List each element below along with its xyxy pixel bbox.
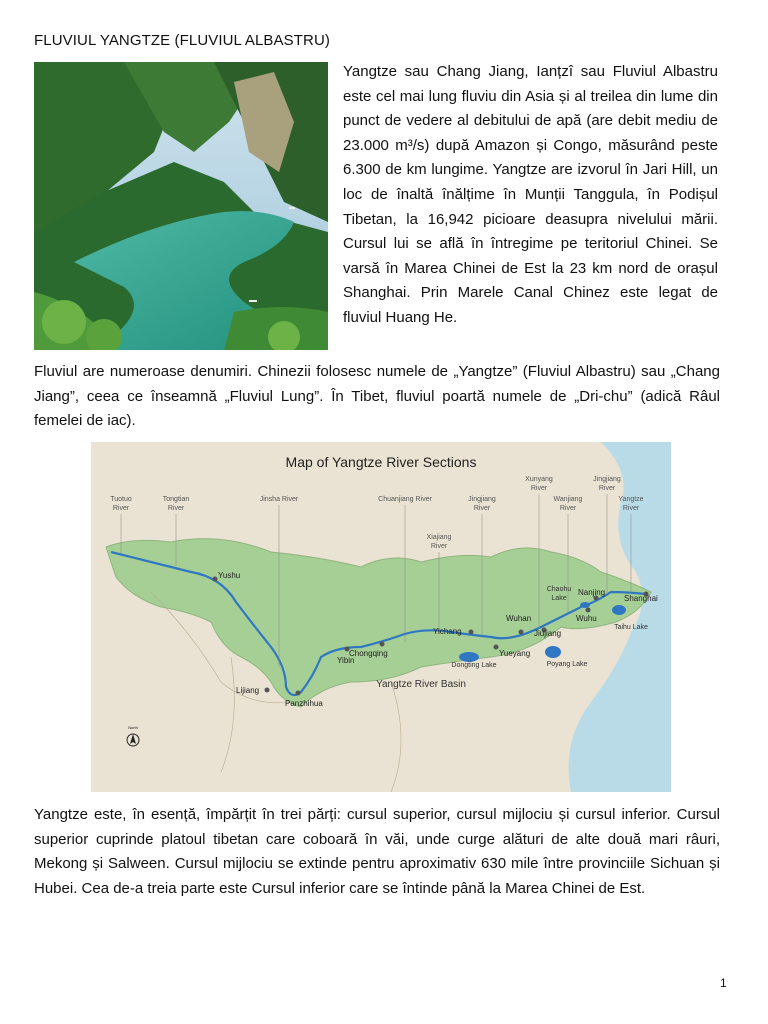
city-shanghai: Shanghai (624, 594, 658, 603)
city-yichang: Yichang (433, 627, 462, 636)
intro-paragraph: Yangtze sau Chang Jiang, Ianțzî sau Fluviul Albastru este cel mai lung fluviu din Asia și al treilea din lume din punct de vedere al debitului de apă (are debit mediu de 23.000 m³/s) după Amazon și Congo, măsurând peste 6.300 de km lungime. Yangtze are izvorul în Jari Hill, un loc de înaltă înălțime în Munții Tanggula, în Podișul Tibetan, la 16,942 picioare deasupra nivelului mării. Cursul lui se află în întregime pe teritoriul Chinei. Se varsă în Marea Chinei de Est la 23 km nord de orașul Shanghai. Prin Marele Canal Chinez este legat de fluviul Huang He. (343, 63, 718, 326)
section-label-tongtian: Tongtian (162, 496, 190, 503)
lake-label-taihu: Taihu Lake (614, 624, 648, 631)
city-wuhu: Wuhu (576, 614, 597, 623)
city-jiujiang: Jiujiang (534, 629, 562, 638)
page-title: FLUVIUL YANGTZE (FLUVIUL ALBASTRU) (34, 32, 330, 49)
city-wuhan: Wuhan (506, 614, 532, 623)
names-paragraph: Fluviul are numeroase denumiri. Chinezii folosesc numele de „Yangtze” (Fluviul Albastru) sau „Chang Jiang”, ceea ce înseamnă „Fluviul Lung”. În Tibet, fluviul poartă numele de „Dri-chu” (adică Râul femelei de iac). (34, 363, 720, 430)
river-gorge-photo (34, 62, 328, 350)
yangtze-sections-map (91, 442, 671, 792)
section-label-xiajiang-2: River (430, 543, 448, 550)
section-label-yangtze-2: River (622, 505, 640, 512)
map-title: Map of Yangtze River Sections (285, 454, 477, 470)
lake-label-chaohu-2: Lake (551, 595, 567, 602)
lake-label-chaohu: Chaohu (546, 586, 572, 593)
section-label-jingjiang-1: Jingjiang (468, 496, 496, 503)
city-yushu: Yushu (218, 571, 241, 580)
section-label-tuotuo: Tuotuo (110, 496, 132, 503)
sections-paragraph: Yangtze este, în esență, împărțit în trei părți: cursul superior, cursul mijlociu și cursul inferior. Cursul superior cuprinde platoul tibetan care coboară în văi, unde curge alături de alte două mari râuri, Mekong și Salween. Cursul mijlociu se extinde pentru aproximativ 630 mile între provinciile Sichuan și Hubei. Cea de-a treia parte este Cursul inferior care se întinde până la Marea Chinei de Est. (34, 806, 720, 897)
section-label-tongtian-2: River (167, 505, 185, 512)
basin-label: Yangtze River Basin (376, 679, 466, 690)
city-chongqing: Chongqing (349, 649, 388, 658)
section-label-jingjiang-2b: River (598, 485, 616, 492)
section-label-xunyang-2: River (530, 485, 548, 492)
section-label-jingjiang-2: Jingjiang (593, 476, 621, 483)
dongting-lake-shape (459, 652, 479, 662)
poyang-lake-shape (545, 646, 561, 658)
city-panzhihua: Panzhihua (285, 699, 323, 708)
city-yibin: Yibin (337, 656, 355, 665)
taihu-lake-shape (612, 605, 626, 615)
lake-label-poyang: Poyang Lake (546, 661, 588, 668)
section-label-xunyang: Xunyang (525, 476, 553, 483)
city-yueyang: Yueyang (499, 649, 531, 658)
section-label-jingjiang-1b: River (473, 505, 491, 512)
section-label-jinsha: Jinsha River (259, 496, 299, 503)
section-label-xiajiang: Xiajiang (426, 534, 452, 541)
section-label-yangtze: Yangtze (618, 496, 644, 503)
lake-label-dongting: Dongting Lake (451, 662, 497, 669)
section-label-wanjiang: Wanjiang (553, 496, 583, 503)
chaohu-lake-shape (580, 602, 590, 608)
page-number: 1 (720, 976, 727, 990)
section-label-wanjiang-2: River (559, 505, 577, 512)
north-label: North (128, 725, 138, 730)
city-nanjing: Nanjing (578, 588, 606, 597)
section-label-tuotuo-2: River (112, 505, 130, 512)
section-label-chuanjiang: Chuanjiang River (378, 496, 432, 503)
city-lijiang: Lijiang (236, 686, 260, 695)
